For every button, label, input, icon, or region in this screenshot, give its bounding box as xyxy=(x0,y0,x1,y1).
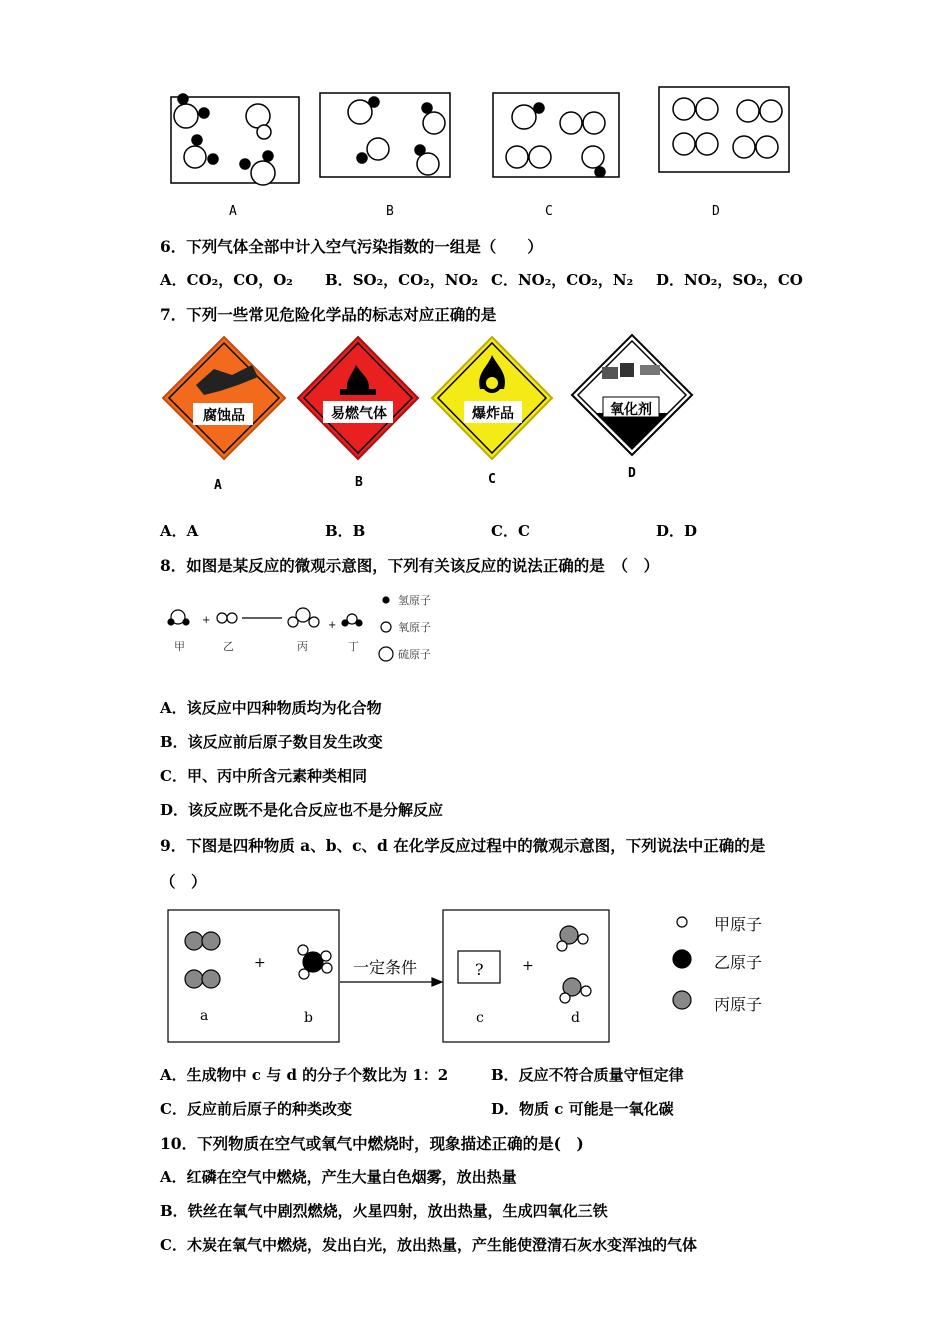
q8-legend-sulfur: 硫原子 xyxy=(398,648,431,661)
q9-stem-paren: （ ） xyxy=(160,872,207,891)
q7-option-c[interactable]: C．C xyxy=(491,522,530,540)
oxidizer-sign-icon xyxy=(572,335,692,455)
q8-label-ding: 丁 xyxy=(348,640,359,653)
q8-legend-hydrogen: 氢原子 xyxy=(398,594,431,607)
q9-legend-yi: 乙原子 xyxy=(714,953,763,972)
q6-option-d-text: NO₂，SO₂，CO xyxy=(684,271,803,289)
q8-label-jia: 甲 xyxy=(174,640,185,653)
svg-text:+: + xyxy=(328,620,337,631)
q9-option-a[interactable]: A．生成物中 c 与 d 的分子个数比为 1：2 xyxy=(160,1066,449,1084)
q5-caption-c: C xyxy=(545,204,553,219)
q8-stem: 8．如图是某反应的微观示意图，下列有关该反应的说法正确的是 （ ） xyxy=(160,556,660,575)
q7-caption-d: D xyxy=(628,466,636,481)
q9-legend-bing: 丙原子 xyxy=(714,995,763,1014)
q6-stem: 6．下列气体全部中计入空气污染指数的一组是（ ） xyxy=(160,237,543,256)
q5-caption-b: B xyxy=(386,204,394,219)
q5-caption-a: A xyxy=(229,204,237,219)
q7-option-a[interactable]: A．A xyxy=(160,522,199,540)
q7-sign-d-label: 氧化剂 xyxy=(610,402,652,418)
flammable-gas-sign-icon xyxy=(298,337,418,459)
q8-label-bing: 丙 xyxy=(297,640,308,653)
q9-question-mark: ? xyxy=(475,960,484,979)
q9-plus-right: + xyxy=(522,958,534,974)
svg-text:+: + xyxy=(202,615,211,626)
q10-option-a[interactable]: A．红磷在空气中燃烧，产生大量白色烟雾，放出热量 xyxy=(160,1168,517,1186)
q9-legend-jia: 甲原子 xyxy=(714,915,763,934)
q9-option-b[interactable]: B．反应不符合质量守恒定律 xyxy=(491,1066,684,1084)
corrosive-sign-icon xyxy=(163,337,285,459)
q7-caption-c: C xyxy=(488,472,496,487)
q9-option-c[interactable]: C．反应前后原子的种类改变 xyxy=(160,1100,352,1118)
q7-option-b[interactable]: B．B xyxy=(325,522,366,540)
q7-sign-c-label: 爆炸品 xyxy=(472,406,514,422)
q5-caption-d: D xyxy=(712,204,720,219)
q8-option-c[interactable]: C．甲、丙中所含元素种类相同 xyxy=(160,767,367,785)
q7-option-d[interactable]: D．D xyxy=(656,522,698,540)
q6-option-d[interactable]: D．NO₂，SO₂，CO xyxy=(656,271,803,289)
q7-sign-b-label: 易燃气体 xyxy=(331,406,387,422)
q10-option-b[interactable]: B．铁丝在氧气中剧烈燃烧，火星四射，放出热量，生成四氧化三铁 xyxy=(160,1202,608,1220)
q9-condition: 一定条件 xyxy=(353,958,418,977)
q8-label-yi: 乙 xyxy=(223,640,234,653)
q9-option-d[interactable]: D．物质 c 可能是一氧化碳 xyxy=(491,1100,674,1118)
q8-legend-oxygen: 氧原子 xyxy=(398,621,431,634)
q10-option-c[interactable]: C．木炭在氧气中燃烧，发出白光，放出热量，产生能使澄清石灰水变浑浊的气体 xyxy=(160,1236,697,1254)
q7-stem: 7．下列一些常见危险化学品的标志对应正确的是 xyxy=(160,305,497,324)
q9-label-d: d xyxy=(571,1010,580,1026)
q6-option-a[interactable]: A．CO₂，CO，O₂ xyxy=(160,271,293,289)
q9-stem: 9．下图是四种物质 a、b、c、d 在化学反应过程中的微观示意图，下列说法中正确的是 xyxy=(160,836,766,855)
q8-option-b[interactable]: B．该反应前后原子数目发生改变 xyxy=(160,733,383,751)
q10-stem: 10．下列物质在空气或氧气中燃烧时，现象描述正确的是( ) xyxy=(160,1134,584,1153)
q9-label-b: b xyxy=(304,1010,313,1026)
q7-caption-b: B xyxy=(355,475,363,490)
q8-option-d[interactable]: D．该反应既不是化合反应也不是分解反应 xyxy=(160,801,444,819)
q7-sign-a-label: 腐蚀品 xyxy=(203,408,245,424)
q6-option-c[interactable]: C．NO₂，CO₂，N₂ xyxy=(491,271,634,289)
q8-option-a[interactable]: A．该反应中四种物质均为化合物 xyxy=(160,699,382,717)
explosive-sign-icon xyxy=(432,337,552,459)
q6-option-c-text: NO₂，CO₂，N₂ xyxy=(517,271,634,289)
q6-option-b-text: SO₂，CO₂，NO₂ xyxy=(352,271,479,289)
q7-caption-a: A xyxy=(214,478,222,493)
q6-option-b[interactable]: B．SO₂，CO₂，NO₂ xyxy=(325,271,479,289)
q9-label-c: c xyxy=(476,1010,484,1026)
q9-plus-left: + xyxy=(254,955,266,971)
q6-option-a-text: CO₂，CO，O₂ xyxy=(186,271,293,289)
q9-label-a: a xyxy=(200,1008,209,1024)
